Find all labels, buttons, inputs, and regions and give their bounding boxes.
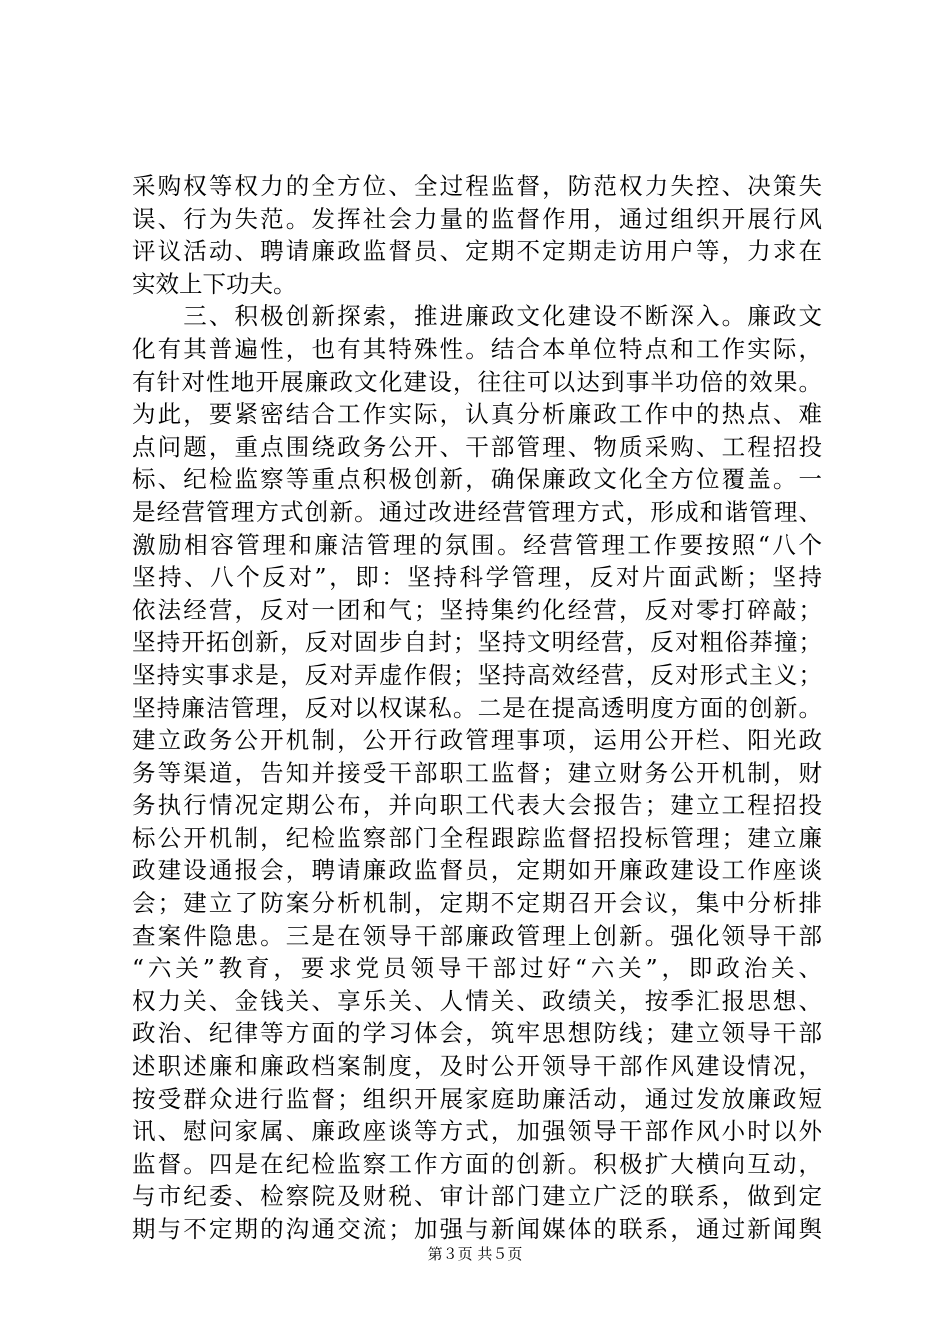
- text-line: 坚持、八个反对”，即：坚持科学管理，反对片面武断；坚持: [132, 563, 822, 592]
- text-line: “六关”教育，要求党员领导干部过好“六关”，即政治关、: [132, 954, 822, 983]
- text-line: 是经营管理方式创新。通过改进经营管理方式，形成和谐管理、: [132, 497, 822, 526]
- text-line: 务执行情况定期公布，并向职工代表大会报告；建立工程招投: [132, 791, 822, 820]
- text-line: 坚持实事求是，反对弄虚作假；坚持高效经营，反对形式主义；: [132, 660, 822, 689]
- text-line: 依法经营，反对一团和气；坚持集约化经营，反对零打碎敲；: [132, 595, 822, 624]
- text-line: 与市纪委、检察院及财税、审计部门建立广泛的联系，做到定: [132, 1182, 822, 1211]
- text-line: 务等渠道，告知并接受干部职工监督；建立财务公开机制，财: [132, 758, 822, 787]
- text-line: 点问题，重点围绕政务公开、干部管理、物质采购、工程招投: [132, 432, 822, 461]
- text-line: 会；建立了防案分析机制，定期不定期召开会议，集中分析排: [132, 889, 822, 918]
- text-line: 坚持廉洁管理，反对以权谋私。二是在提高透明度方面的创新。: [132, 693, 822, 722]
- text-line: 坚持开拓创新，反对固步自封；坚持文明经营，反对粗俗莽撞；: [132, 628, 822, 657]
- text-line: 述职述廉和廉政档案制度，及时公开领导干部作风建设情况，: [132, 1052, 822, 1081]
- text-line: 查案件隐患。三是在领导干部廉政管理上创新。强化领导干部: [132, 921, 822, 950]
- text-line: 三、积极创新探索，推进廉政文化建设不断深入。廉政文: [132, 302, 822, 331]
- text-line: 期与不定期的沟通交流；加强与新闻媒体的联系，通过新闻舆: [132, 1215, 822, 1243]
- text-line: 权力关、金钱关、享乐关、人情关、政绩关，按季汇报思想、: [132, 986, 822, 1015]
- text-line: 有针对性地开展廉政文化建设，往往可以达到事半功倍的效果。: [132, 367, 822, 396]
- text-line: 按受群众进行监督；组织开展家庭助廉活动，通过发放廉政短: [132, 1084, 822, 1113]
- text-line: 标、纪检监察等重点积极创新，确保廉政文化全方位覆盖。一: [132, 465, 822, 494]
- text-line: 监督。四是在纪检监察工作方面的创新。积极扩大横向互动，: [132, 1149, 822, 1178]
- text-line: 建立政务公开机制，公开行政管理事项，运用公开栏、阳光政: [132, 726, 822, 755]
- text-line: 标公开机制，纪检监察部门全程跟踪监督招投标管理；建立廉: [132, 823, 822, 852]
- text-line: 为此，要紧密结合工作实际，认真分析廉政工作中的热点、难: [132, 400, 822, 429]
- text-line: 激励相容管理和廉洁管理的氛围。经营管理工作要按照“八个: [132, 530, 822, 559]
- text-line: 评议活动、聘请廉政监督员、定期不定期走访用户等，力求在: [132, 237, 822, 266]
- body-text: [132, 170, 822, 1246]
- page-footer: 第３页 共５页: [427, 1245, 523, 1263]
- text-line: 误、行为失范。发挥社会力量的监督作用，通过组织开展行风: [132, 204, 822, 233]
- text-line: 政治、纪律等方面的学习体会，筑牢思想防线；建立领导干部: [132, 1019, 822, 1048]
- text-line: 实效上下功夫。: [132, 269, 297, 298]
- text-line: 政建设通报会，聘请廉政监督员，定期如开廉政建设工作座谈: [132, 856, 822, 885]
- text-line: 采购权等权力的全方位、全过程监督，防范权力失控、决策失: [132, 172, 822, 200]
- text-line: 讯、慰问家属、廉政座谈等方式，加强领导干部作风小时以外: [132, 1117, 822, 1146]
- text-line: 化有其普遍性，也有其特殊性。结合本单位特点和工作实际，: [132, 334, 822, 363]
